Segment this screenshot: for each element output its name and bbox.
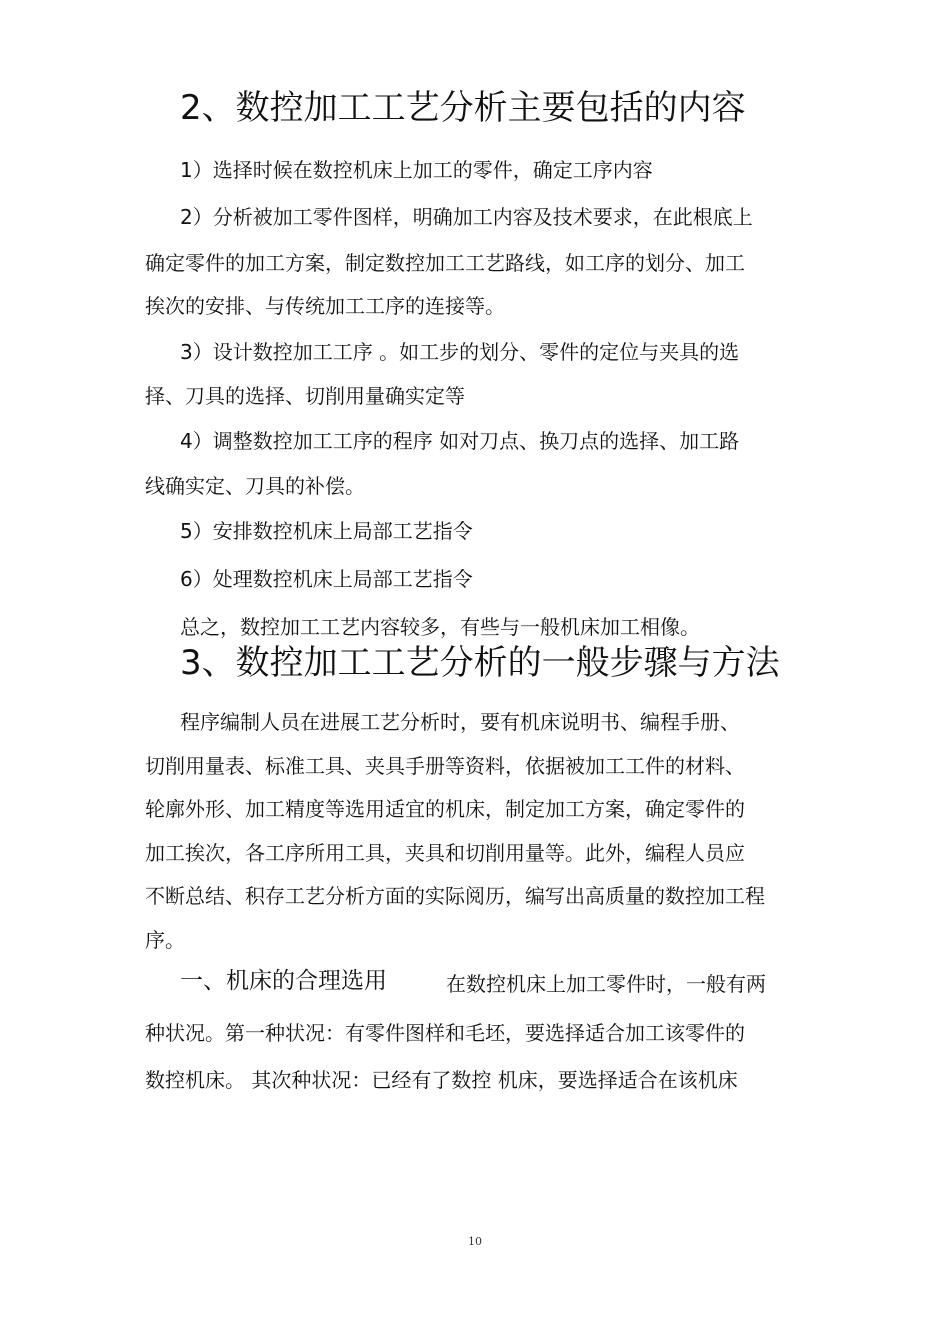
section-heading-3: 3、数控加工工艺分析的一般步骤与方法 — [180, 643, 780, 683]
paragraph-line: 轮廓外形、加工精度等选用适宜的机床，制定加工方案，确定零件的 — [145, 797, 745, 821]
paragraph-line: 3）设计数控加工工序 。如工步的划分、零件的定位与夹具的选 — [180, 340, 740, 364]
paragraph-line: 5）安排数控机床上局部工艺指令 — [180, 519, 473, 543]
paragraph-line: 序。 — [145, 928, 185, 952]
section-heading-2: 2、数控加工工艺分析主要包括的内容 — [180, 88, 746, 128]
paragraph-line: 种状况。第一种状况：有零件图样和毛坯，要选择适合加工该零件的 — [145, 1021, 745, 1045]
page-number: 10 — [468, 1235, 482, 1248]
paragraph-line: 数控机床。 其次种状况：已经有了数控 机床，要选择适合在该机床 — [145, 1068, 738, 1092]
paragraph-line: 4）调整数控加工工序的程序 如对刀点、换刀点的选择、加工路 — [180, 429, 740, 453]
paragraph-line: 择、刀具的选择、切削用量确实定等 — [145, 384, 465, 408]
paragraph-line: 2）分析被加工零件图样，明确加工内容及技术要求，在此根底上 — [180, 205, 753, 229]
subsection-heading-1: 一、机床的合理选用 — [180, 968, 387, 994]
paragraph-line: 切削用量表、标准工具、夹具手册等资料，依据被加工工件的材料、 — [145, 754, 745, 778]
paragraph-line: 程序编制人员在进展工艺分析时，要有机床说明书、编程手册、 — [180, 710, 740, 734]
paragraph-line: 在数控机床上加工零件时，一般有两 — [446, 972, 766, 996]
paragraph-line: 加工挨次，各工序所用工具，夹具和切削用量等。此外，编程人员应 — [145, 841, 745, 865]
paragraph-line: 不断总结、积存工艺分析方面的实际阅历，编写出高质量的数控加工程 — [145, 884, 765, 908]
paragraph-line: 6）处理数控机床上局部工艺指令 — [180, 567, 473, 591]
paragraph-line: 线确实定、刀具的补偿。 — [145, 474, 365, 498]
paragraph-line: 1）选择时候在数控机床上加工的零件，确定工序内容 — [180, 158, 653, 182]
paragraph-line: 总之，数控加工工艺内容较多，有些与一般机床加工相像。 — [180, 615, 700, 639]
paragraph-line: 挨次的安排、与传统加工工序的连接等。 — [145, 294, 505, 318]
paragraph-line: 确定零件的加工方案，制定数控加工工艺路线，如工序的划分、加工 — [145, 251, 745, 275]
